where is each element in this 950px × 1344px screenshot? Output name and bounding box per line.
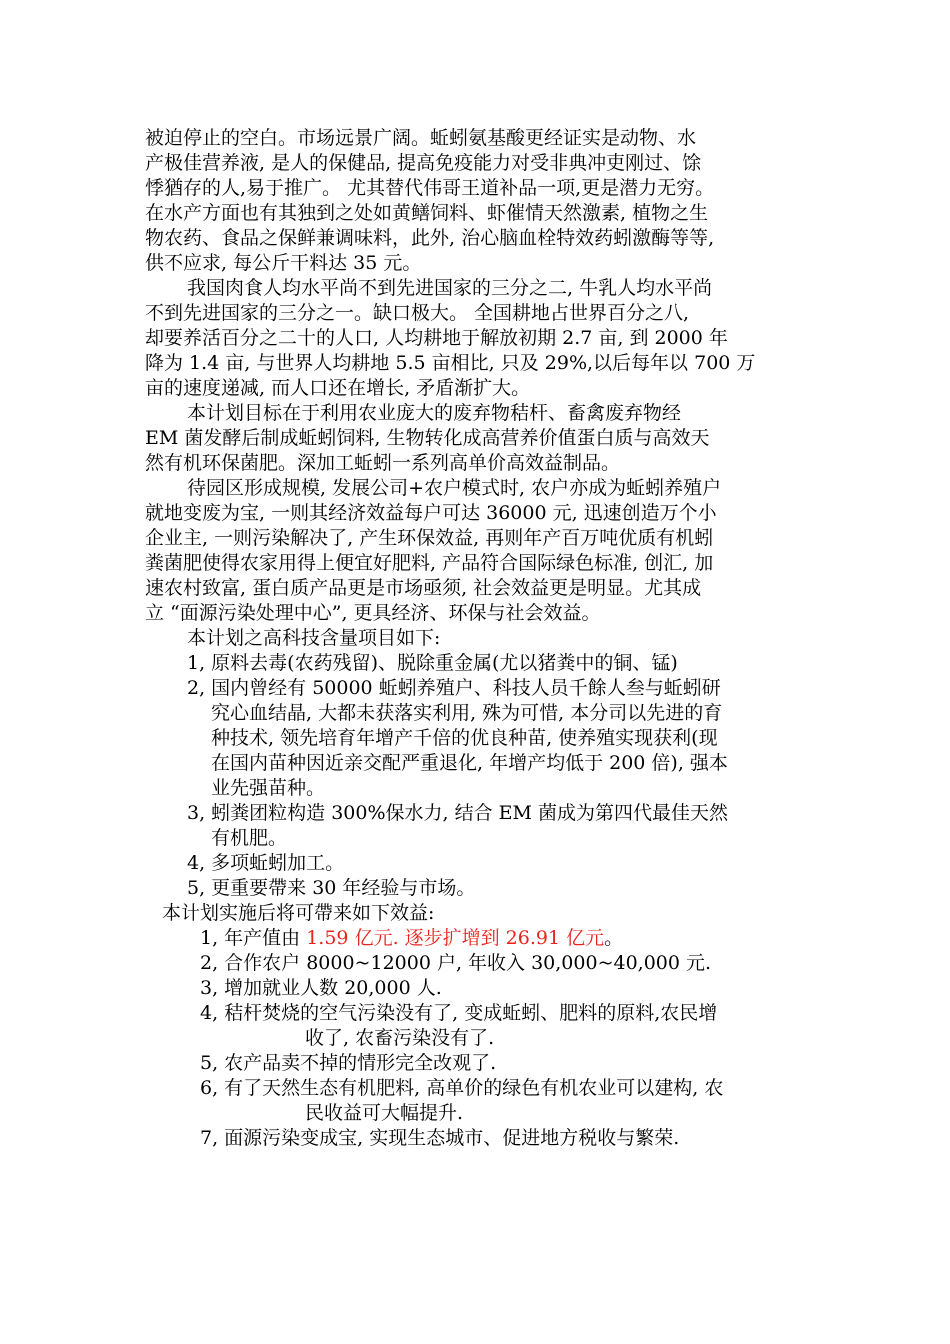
high-tech-item-2-line-4: 在国内苗种因近亲交配严重退化, 年增产均低于 200 倍), 强本: [211, 752, 728, 774]
paragraph-2-line-4: 降为 1.4 亩, 与世界人均耕地 5.5 亩相比, 只及 29%,以后每年以 700 万: [145, 352, 756, 374]
high-tech-item-2-line-3: 种技术, 领先培育年增产千倍的优良种苗, 使养殖实现获利(现: [211, 727, 718, 749]
paragraph-2-line-2: 不到先进国家的三分之一。缺口极大。 全国耕地占世界百分之八,: [145, 302, 690, 324]
benefit-item-7: 7, 面源污染变成宝, 实现生态城市、促进地方税收与繁荣.: [200, 1127, 680, 1149]
benefit-item-4-line-1: 4, 秸杆焚烧的空气污染没有了, 变成蚯蚓、肥料的原料,农民增: [200, 1002, 718, 1024]
high-tech-item-2-line-5: 业先强苗种。: [211, 777, 326, 799]
benefit-item-1-prefix: 1, 年产值由: [200, 927, 307, 949]
paragraph-2-line-3: 却要养活百分之二十的人口, 人均耕地于解放初期 2.7 亩, 到 2000 年: [145, 327, 728, 349]
benefit-item-6-line-2: 民收益可大幅提升.: [305, 1102, 464, 1124]
paragraph-1-line-6: 供不应求, 每公斤干料达 35 元。: [145, 252, 422, 274]
benefit-item-1-highlight: 1.59 亿元. 逐步扩增到 26.91 亿元: [306, 927, 605, 949]
benefit-item-2: 2, 合作农户 8000~12000 户, 年收入 30,000~40,000 元.: [200, 952, 712, 974]
paragraph-3-line-2: EM 菌发酵后制成蚯蚓饲料, 生物转化成高营养价值蛋白质与高效天: [145, 427, 710, 449]
benefit-item-5: 5, 农产品卖不掉的情形完全改观了.: [200, 1052, 497, 1074]
high-tech-item-3-line-1: 3, 蚓粪团粒构造 300%保水力, 结合 EM 菌成为第四代最佳天然: [187, 802, 729, 824]
high-tech-item-2-line-1: 2, 国内曾经有 50000 蚯蚓养殖户、科技人员千餘人叁与蚯蚓研: [187, 677, 721, 699]
paragraph-1-line-1: 被迫停止的空白。市场远景广阔。蚯蚓氨基酸更经证实是动物、水: [145, 127, 697, 149]
paragraph-4-line-6: 立 “面源污染处理中心”, 更具经济、环保与社会效益。: [145, 602, 601, 624]
high-tech-item-3-line-2: 有机肥。: [211, 827, 288, 849]
paragraph-2-line-1: 我国肉食人均水平尚不到先进国家的三分之二, 牛乳人均水平尚: [187, 277, 713, 299]
high-tech-item-2-line-2: 究心血结晶, 大都未获落实利用, 殊为可惜, 本分司以先进的育: [211, 702, 723, 724]
benefit-item-1-suffix: 。: [604, 927, 624, 949]
paragraph-4-line-5: 速农村致富, 蛋白质产品更是市场亟须, 社会效益更是明显。尤其成: [145, 577, 702, 599]
high-tech-heading: 本计划之高科技含量项目如下:: [187, 627, 441, 649]
paragraph-4-line-4: 粪菌肥使得农家用得上便宜好肥料, 产品符合国际绿色标准, 创汇, 加: [145, 552, 714, 574]
benefit-item-6-line-1: 6, 有了天然生态有机肥料, 高单价的绿色有机农业可以建构, 农: [200, 1077, 724, 1099]
paragraph-4-line-3: 企业主, 一则污染解决了, 产生环保效益, 再则年产百万吨优质有机蚓: [145, 527, 714, 549]
paragraph-3-line-3: 然有机环保菌肥。深加工蚯蚓一系列高单价高效益制品。: [145, 452, 621, 474]
paragraph-1-line-4: 在水产方面也有其独到之处如黄鳝饲料、虾催情天然激素, 植物之生: [145, 202, 709, 224]
paragraph-2-line-5: 亩的速度递减, 而人口还在增长, 矛盾渐扩大。: [145, 377, 531, 399]
high-tech-item-1: 1, 原料去毒(农药残留)、脱除重金属(尤以猪粪中的铜、锰): [187, 652, 678, 674]
paragraph-4-line-1: 待园区形成规模, 发展公司+农户模式时, 农户亦成为蚯蚓养殖户: [187, 477, 722, 499]
paragraph-3-line-1: 本计划目标在于利用农业庞大的废弃物秸杆、畜禽废弃物经: [187, 402, 682, 424]
benefit-item-3: 3, 增加就业人数 20,000 人.: [200, 977, 442, 999]
paragraph-1-line-3: 悸猶存的人,易于推广。 尤其替代伟哥王道补品一项,更是潜力无穷。: [145, 177, 715, 199]
paragraph-1-line-5: 物农药、食品之保鲜兼调味料，此外, 治心脑血栓特效药蚓激酶等等,: [145, 227, 715, 249]
high-tech-item-4: 4, 多项蚯蚓加工。: [187, 852, 345, 874]
paragraph-1-line-2: 产极佳营养液, 是人的保健品, 提高免疫能力对受非典冲吏刚过、馀: [145, 152, 702, 174]
benefits-heading: 本计划实施后将可帶来如下效益:: [162, 902, 435, 924]
high-tech-item-5: 5, 更重要帶来 30 年经验与市场。: [187, 877, 476, 899]
benefit-item-4-line-2: 收了, 农畜污染没有了.: [305, 1027, 495, 1049]
benefit-item-1: [200, 926, 623, 950]
paragraph-4-line-2: 就地变废为宝, 一则其经济效益每户可达 36000 元, 迅速创造万个小: [145, 502, 717, 524]
